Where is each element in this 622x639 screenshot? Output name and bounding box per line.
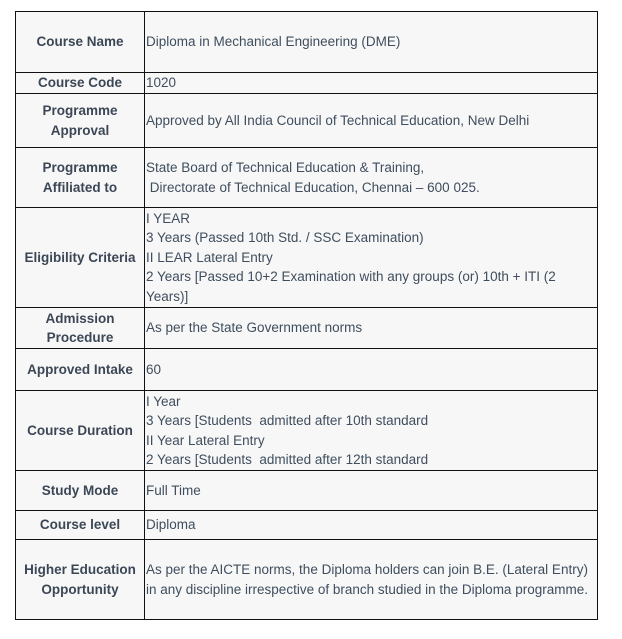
table-row	[16, 12, 598, 73]
row-value	[145, 208, 598, 308]
value-line: I Year	[146, 393, 181, 409]
value-line: II Year Lateral Entry	[146, 432, 265, 448]
table-row	[16, 94, 598, 148]
table-row	[16, 471, 598, 511]
value-line: I YEAR	[146, 210, 191, 226]
value-line: Diploma	[146, 517, 196, 533]
value-line: 3 Years [Students admitted after 10th standard	[146, 413, 429, 428]
row-label: Eligibility Criteria	[16, 208, 145, 308]
row-label: Admission Procedure	[16, 308, 145, 349]
row-value	[145, 148, 598, 208]
table-row	[16, 349, 598, 391]
value-line: 1020	[146, 75, 177, 91]
value-line: As per the AICTE norms, the Diploma holders can join B.E. (Lateral Entry) in any discipline irrespective of branch studied in the Diploma programme.	[146, 562, 588, 597]
row-value	[145, 391, 598, 471]
table-row	[16, 540, 598, 620]
value-line: II LEAR Lateral Entry	[146, 249, 273, 265]
table-row	[16, 73, 598, 94]
value-line: Approved by All India Council of Technical Education, New Delhi	[146, 112, 530, 128]
value-line: 2 Years [Students admitted after 12th standard	[146, 452, 429, 467]
table-row	[16, 148, 598, 208]
row-label: Higher Education Opportunity	[16, 540, 145, 620]
value-line: As per the State Government norms	[146, 320, 363, 336]
value-line: State Board of Technical Education & Training,	[146, 160, 425, 175]
value-line: Full Time	[146, 482, 201, 498]
row-value	[145, 308, 598, 349]
table-row	[16, 511, 598, 540]
row-label: Course level	[16, 511, 145, 540]
row-value	[145, 94, 598, 148]
row-value	[145, 12, 598, 73]
row-label: Course Code	[16, 73, 145, 94]
row-value	[145, 349, 598, 391]
value-line: 2 Years [Passed 10+2 Examination with any groups (or) 10th + ITI (2 Years)]	[146, 269, 556, 304]
course-info-table	[15, 11, 598, 620]
row-value	[145, 73, 598, 94]
row-value	[145, 540, 598, 620]
row-value	[145, 511, 598, 540]
row-label: Study Mode	[16, 471, 145, 511]
row-label: Approved Intake	[16, 349, 145, 391]
value-line: Diploma in Mechanical Engineering (DME)	[146, 34, 401, 50]
value-line: 60	[146, 361, 162, 377]
row-label: Programme Affiliated to	[16, 148, 145, 208]
row-label: Course Name	[16, 12, 145, 73]
row-label: Course Duration	[16, 391, 145, 471]
value-line: 3 Years (Passed 10th Std. / SSC Examination)	[146, 230, 424, 246]
row-label: Programme Approval	[16, 94, 145, 148]
value-line: Directorate of Technical Education, Chennai – 600 025.	[146, 179, 480, 195]
table-row	[16, 208, 598, 308]
table-row	[16, 308, 598, 349]
row-value	[145, 471, 598, 511]
table-row	[16, 391, 598, 471]
